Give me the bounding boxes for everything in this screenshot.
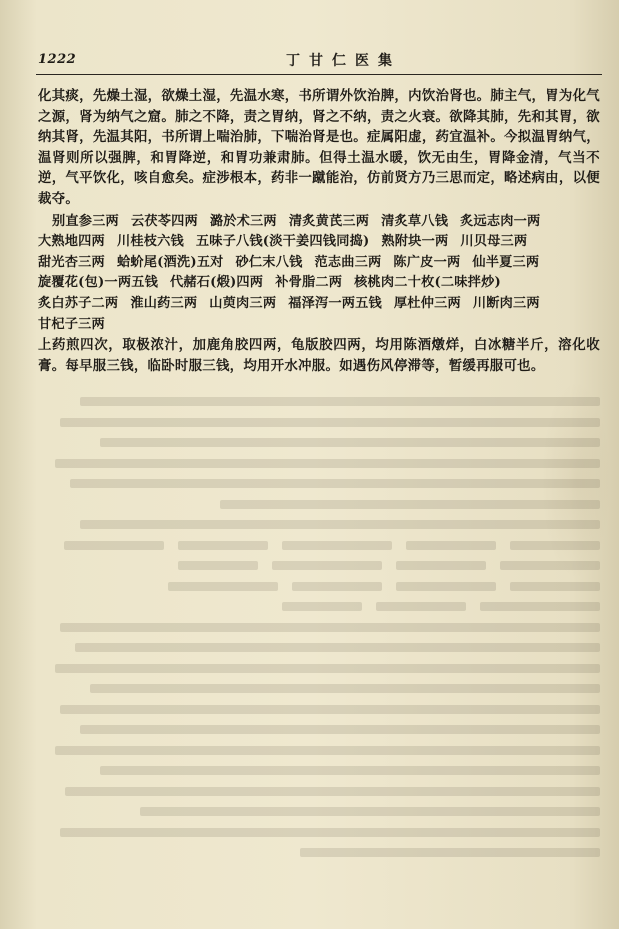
herb-item: 代赭石(煅)四两 [169, 275, 264, 291]
herb-item: 旋覆花(包)一两五钱 [38, 275, 158, 291]
page-header [36, 44, 596, 72]
herb-item: 砂仁末八钱 [235, 254, 303, 270]
herb-item: 川桂枝六钱 [116, 234, 184, 250]
herb-item: 甘杞子三两 [38, 316, 105, 332]
herb-row [38, 273, 600, 294]
paper-stain [541, 380, 611, 580]
herb-row [38, 232, 600, 253]
herb-item: 福泽泻一两五钱 [288, 295, 382, 311]
herb-item: 甜光杏三两 [38, 254, 105, 270]
herb-item: 清炙黄芪三两 [288, 213, 370, 229]
herb-item: 厚杜仲三两 [393, 295, 461, 311]
herb-item: 淮山药三两 [130, 295, 198, 311]
herb-item: 陈广皮一两 [393, 254, 461, 270]
preparation-instructions: 上药煎四次，取极浓汁，加鹿角胶四两，龟版胶四两，均用陈酒燉烊，白冰糖半斤，溶化收膏。每早服三钱，临卧时服三钱，均用开水冲服。如遇伤风停滞等，暂缓再服可也。 [38, 337, 600, 374]
herb-item: 潞於术三两 [209, 213, 277, 229]
herb-row [38, 315, 600, 336]
running-title: 丁甘仁医集 [286, 53, 401, 69]
herb-item: 蛤蚧尾(酒洗)五对 [116, 254, 224, 270]
bleed-through [40, 392, 600, 862]
herb-item: 清炙草八钱 [381, 213, 449, 229]
herb-item: 山萸肉三两 [209, 295, 277, 311]
header-rule [36, 74, 602, 75]
herb-list [38, 212, 600, 336]
herb-item: 云茯苓四两 [130, 213, 198, 229]
paragraph: 化其痰，先燥土湿，欲燥土湿，先温水寒，书所谓外饮治脾，内饮治肾也。肺主气，胃为化气之源，肾为纳气之窟。肺之不降，责之胃纳，肾之不纳，责之火衰。欲降其肺，先和其胃，欲纳其肾，先温其阳，书所谓上喘治肺，下喘治肾是也。症属阳虚，药宜温补。今拟温胃纳气，温肾则所以强脾，和胃降逆，和胃功兼肃肺。但得土温水暖，饮无由生，胃降金清，气当不逆，气平饮化，咳自愈矣。症涉根本，药非一蹴能治，仿前贤方乃三思而定，略述病由，以便裁夺。 [38, 88, 600, 207]
herb-item: 熟附块一两 [381, 234, 449, 250]
herb-item: 大熟地四两 [38, 234, 105, 250]
herb-item: 川断肉三两 [472, 295, 540, 311]
herb-item: 范志曲三两 [314, 254, 382, 270]
herb-item: 别直参三两 [52, 213, 119, 229]
herb-item: 炙远志肉一两 [460, 213, 541, 229]
herb-item: 炙白苏子二两 [38, 295, 119, 311]
herb-item: 核桃肉二十枚(二味拌炒) [354, 275, 501, 291]
page-number: 1222 [38, 52, 77, 67]
herb-row [38, 253, 600, 274]
herb-row [38, 294, 600, 315]
main-text [38, 86, 600, 376]
herb-item: 川贝母三两 [460, 234, 528, 250]
herb-row [38, 212, 600, 233]
herb-item: 仙半夏三两 [472, 254, 540, 270]
herb-item: 补骨脂二两 [275, 275, 343, 291]
herb-item: 五味子八钱(淡干姜四钱同捣) [195, 234, 370, 250]
